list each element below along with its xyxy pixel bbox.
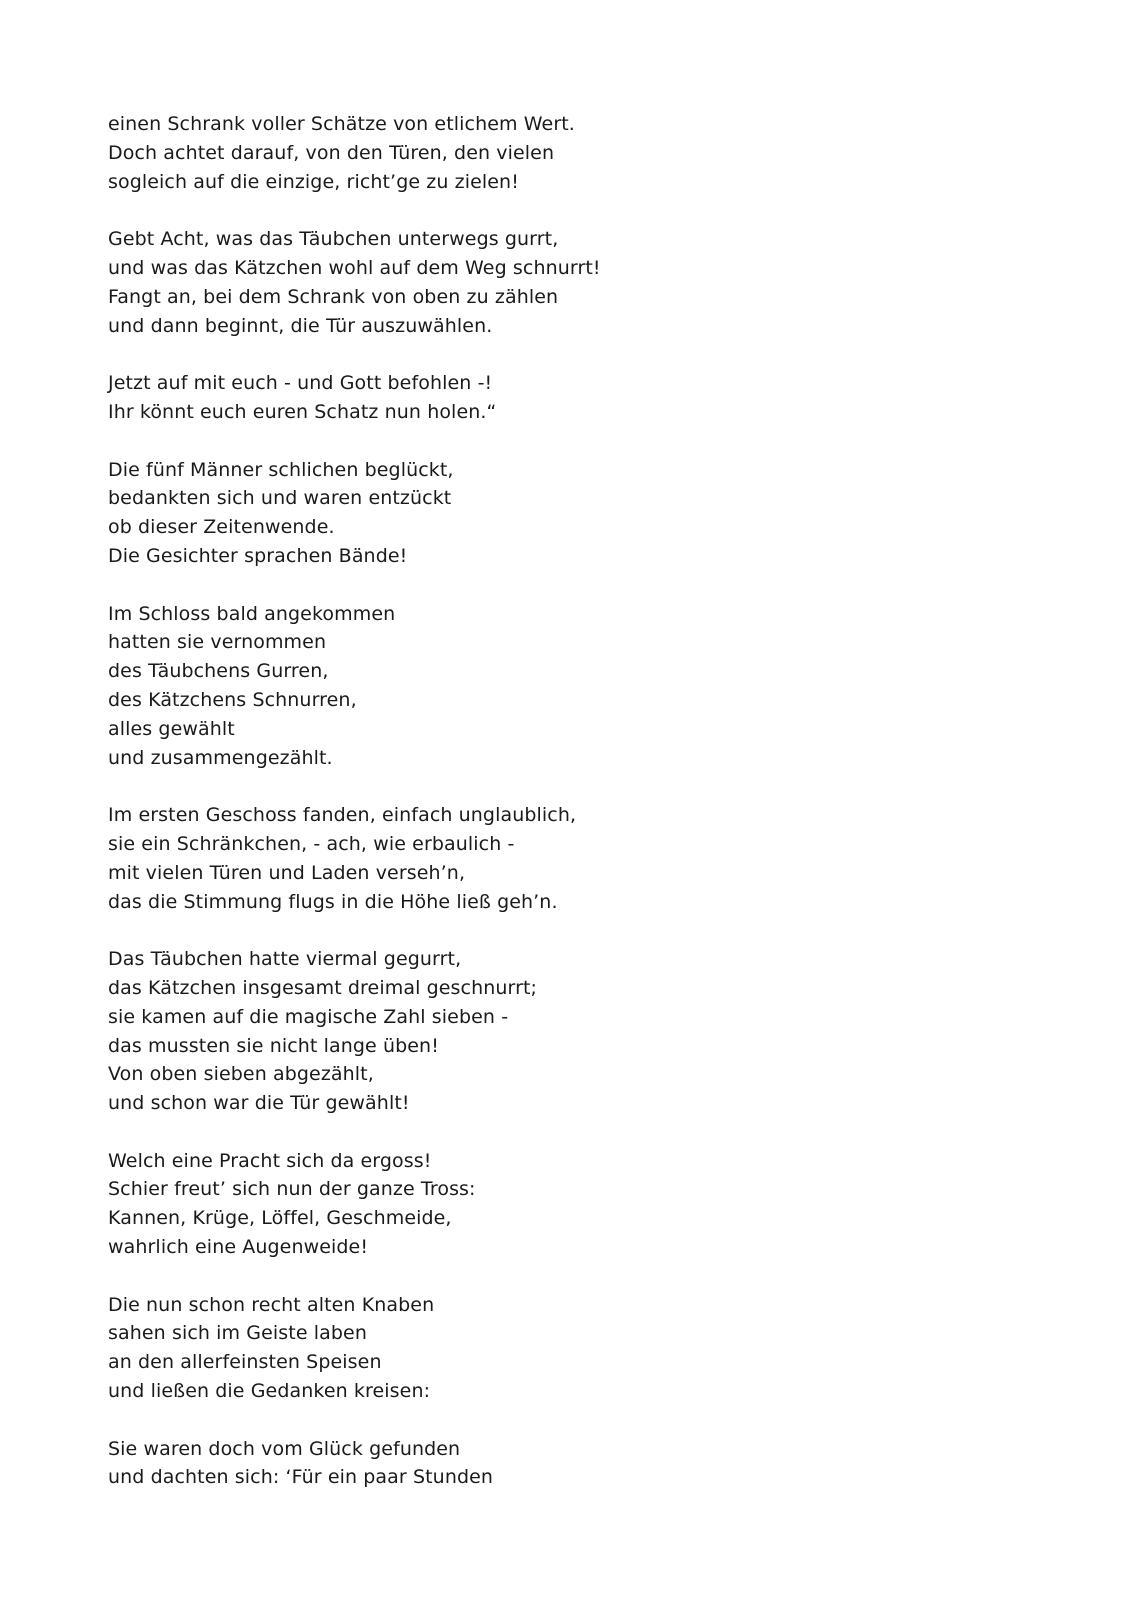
poem-line: Die Gesichter sprachen Bände!	[108, 544, 408, 567]
poem-line: einen Schrank voller Schätze von etlichem Wert.	[108, 113, 575, 135]
poem-line: das die Stimmung flugs in die Höhe ließ geh’n.	[108, 890, 558, 913]
stanza	[108, 1147, 1008, 1262]
poem-line: Das Täubchen hatte viermal gegurrt,	[108, 948, 462, 971]
poem-line: Von oben sieben abgezählt,	[108, 1063, 374, 1086]
stanza	[108, 369, 1008, 427]
stanza	[108, 600, 1008, 773]
poem-line: Im Schloss bald angekommen	[108, 602, 396, 625]
poem-line: sahen sich im Geiste laben	[108, 1322, 367, 1345]
poem-line: das Kätzchen insgesamt dreimal geschnurrt;	[108, 976, 538, 999]
poem-line: an den allerfeinsten Speisen	[108, 1351, 382, 1374]
poem-line: wahrlich eine Augenweide!	[108, 1236, 369, 1259]
poem-line: ob dieser Zeitenwende.	[108, 516, 335, 539]
poem-line: mit vielen Türen und Laden verseh’n,	[108, 861, 466, 884]
poem-line: Im ersten Geschoss fanden, einfach unglaublich,	[108, 804, 577, 827]
poem-line: hatten sie vernommen	[108, 631, 327, 654]
poem-line: Die fünf Männer schlichen beglückt,	[108, 458, 454, 481]
poem-line: und ließen die Gedanken kreisen:	[108, 1380, 431, 1403]
poem-line: Jetzt auf mit euch - und Gott befohlen -!	[108, 372, 493, 395]
poem-line: alles gewählt	[108, 717, 235, 740]
poem-line: sie kamen auf die magische Zahl sieben -	[108, 1005, 509, 1028]
poem-line: und dachten sich: ‘Für ein paar Stunden	[108, 1466, 494, 1489]
poem-line: und was das Kätzchen wohl auf dem Weg schnurrt!	[108, 256, 601, 279]
poem-line: des Täubchens Gurren,	[108, 660, 329, 683]
poem-line: Doch achtet darauf, von den Türen, den vielen	[108, 141, 555, 164]
poem-line: Kannen, Krüge, Löffel, Geschmeide,	[108, 1207, 452, 1230]
poem-line: des Kätzchens Schnurren,	[108, 688, 357, 711]
poem-body	[108, 110, 1008, 1521]
stanza	[108, 801, 1008, 916]
poem-line: Schier freut’ sich nun der ganze Tross:	[108, 1178, 476, 1201]
stanza	[108, 1291, 1008, 1406]
poem-line: Ihr könnt euch euren Schatz nun holen.“	[108, 400, 497, 423]
stanza	[108, 110, 1008, 196]
stanza	[108, 456, 1008, 571]
poem-line: Sie waren doch vom Glück gefunden	[108, 1437, 461, 1460]
stanza	[108, 225, 1008, 340]
poem-line: sie ein Schränkchen, - ach, wie erbaulich -	[108, 832, 515, 855]
poem-line: bedankten sich und waren entzückt	[108, 487, 452, 510]
poem-line: und zusammengezählt.	[108, 746, 333, 769]
poem-line: und dann beginnt, die Tür auszuwählen.	[108, 314, 493, 337]
poem-line: sogleich auf die einzige, richt’ge zu zielen!	[108, 170, 519, 193]
poem-line: Gebt Acht, was das Täubchen unterwegs gurrt,	[108, 228, 559, 251]
poem-line: Fangt an, bei dem Schrank von oben zu zählen	[108, 285, 559, 308]
poem-line: Welch eine Pracht sich da ergoss!	[108, 1149, 432, 1172]
poem-line: Die nun schon recht alten Knaben	[108, 1293, 435, 1316]
poem-line: und schon war die Tür gewählt!	[108, 1092, 410, 1115]
poem-line: das mussten sie nicht lange üben!	[108, 1034, 439, 1057]
stanza	[108, 945, 1008, 1118]
stanza	[108, 1435, 1008, 1493]
